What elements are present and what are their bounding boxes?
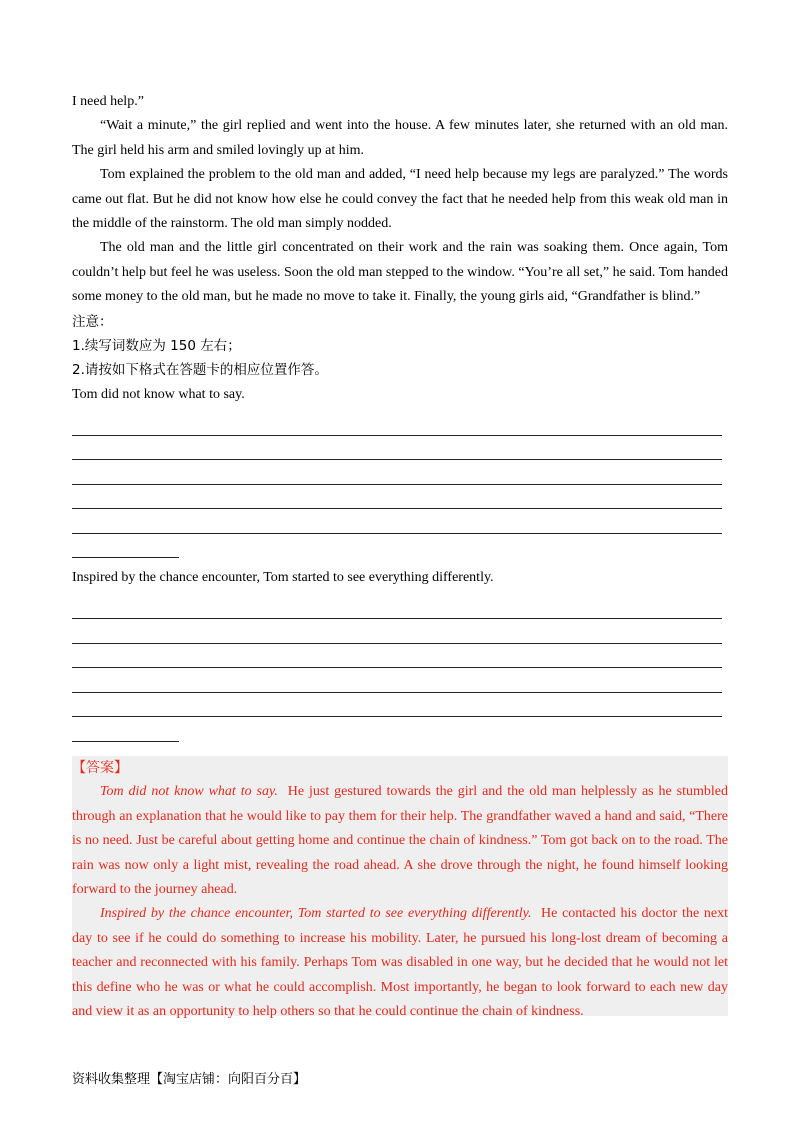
- writing-line: [72, 693, 722, 718]
- prompt-first: Tom did not know what to say.: [72, 386, 245, 402]
- writing-line-short: [72, 717, 179, 742]
- writing-line: [72, 668, 722, 693]
- answer-paragraph-2: [72, 902, 728, 1024]
- answer-paragraph-1: [72, 780, 728, 902]
- story-paragraph-1: “Wait a minute,” the girl replied and went into the house. A few minutes later, she returned with an old man. The girl held his arm and smiled lovingly up at him.: [72, 118, 728, 158]
- answer-body-1: He just gestured towards the girl and the old man helplessly as he stumbled through an explanation that he would like to pay them for their help. The grandfather waved a hand and said, “There is no need. Just be careful about getting home and continue the chain of kindness.” Tom got back on to the road. The rain was now only a light mist, revealing the road ahead. A she drove through the night, he found himself looking forward to the journey ahead.: [72, 784, 729, 898]
- answer-lead-2: Inspired by the chance encounter, Tom started to see everything differently.: [100, 906, 532, 922]
- notes-item-2: 2.请按如下格式在答题卡的相应位置作答。: [72, 362, 328, 379]
- writing-line: [72, 595, 722, 620]
- writing-line: [72, 644, 722, 669]
- writing-line: [72, 509, 722, 534]
- writing-line: [72, 436, 722, 461]
- writing-line: [72, 485, 722, 510]
- writing-line: [72, 619, 722, 644]
- writing-lines-second: [72, 595, 728, 742]
- footer-source: 资料收集整理【淘宝店铺：向阳百分百】: [72, 1072, 307, 1087]
- writing-line-short: [72, 534, 179, 559]
- notes-item-1: 1.续写词数应为 150 左右；: [72, 338, 241, 355]
- writing-lines-first: [72, 411, 728, 558]
- prompt-second: Inspired by the chance encounter, Tom started to see everything differently.: [72, 570, 494, 586]
- writing-line: [72, 411, 722, 436]
- story-paragraph-0: I need help.”: [72, 94, 144, 109]
- story-section: [72, 90, 728, 742]
- story-paragraph-3: The old man and the little girl concentrated on their work and the rain was soaking them. Once again, Tom couldn’t help but feel he was useless. Soon the old man stepped to the window. “You’re all set,” he said. Tom handed some money to the old man, but he made no move to take it. Finally, the young girls aid, “Grandfather is blind.”: [72, 240, 728, 305]
- answer-lead-1: Tom did not know what to say.: [100, 784, 278, 800]
- answer-body-2: He contacted his doctor the next day to see if he could do something to increase his mobility. Later, he pursued his long-lost dream of becoming a teacher and reconnected with his family. Perhaps Tom was disabled in one way, but he decided that he would not let this define who he was or what he could accomplish. Most importantly, he began to look forward to each new day and view it as an opportunity to help others so that he could continue the chain of kindness.: [72, 906, 729, 1020]
- story-paragraph-2: Tom explained the problem to the old man and added, “I need help because my legs are paralyzed.” The words came out flat. But he did not know how else he could convey the fact that he needed help from this weak old man in the middle of the rainstorm. The old man simply nodded.: [72, 167, 728, 232]
- answer-box: [72, 756, 729, 1020]
- answer-tag: 【答案】: [72, 760, 128, 776]
- notes-heading: 注意：: [72, 313, 113, 330]
- writing-line: [72, 460, 722, 485]
